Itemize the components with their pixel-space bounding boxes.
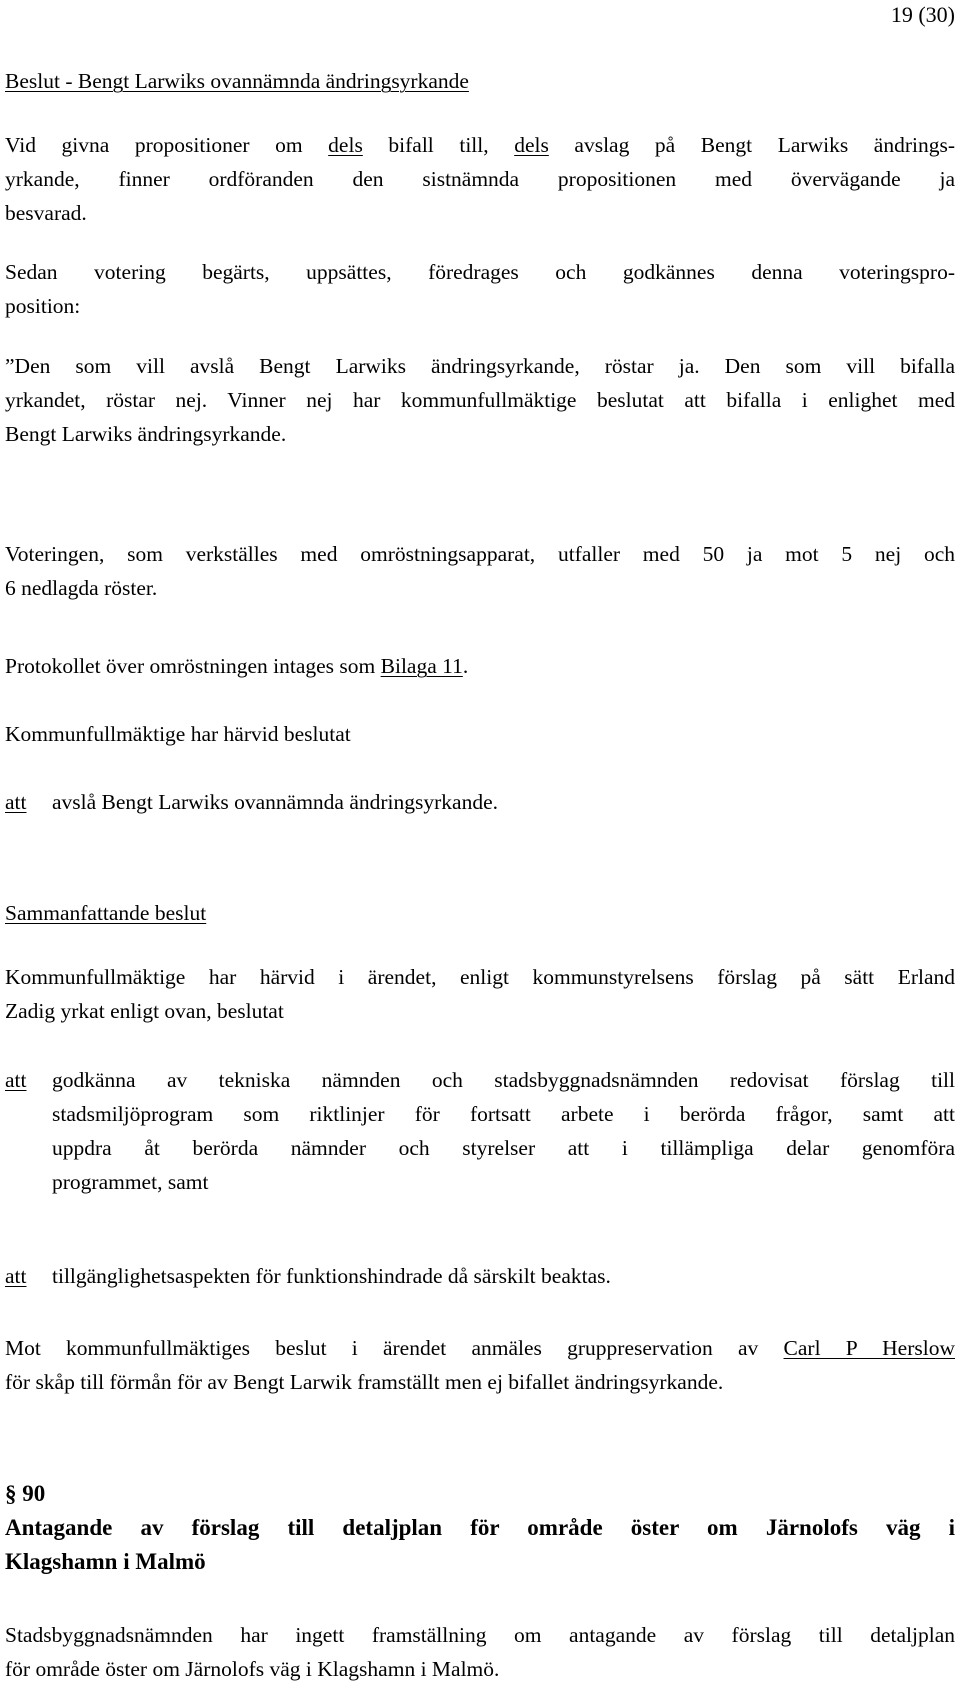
att-label: att <box>5 1068 27 1092</box>
paragraph-sammanfattande-beslut <box>5 960 955 1028</box>
att-label: att <box>5 1264 27 1288</box>
emphasis-dels: dels <box>514 133 549 157</box>
paragraph-propositioner <box>5 128 955 230</box>
text-line: programmet, samt <box>52 1170 209 1194</box>
text-line: Kommunfullmäktige har härvid i ärendet, enligt kommunstyrelsens förslag på sätt Erland <box>5 965 955 989</box>
text-line: ”Den som vill avslå Bengt Larwiks ändringsyrkande, röstar ja. Den som vill bifalla <box>5 354 955 378</box>
text-line: godkänna av tekniska nämnden och stadsbyggnadsnämnden redovisat förslag till <box>52 1068 955 1092</box>
text-line: Zadig yrkat enligt ovan, beslutat <box>5 999 284 1023</box>
reservant-name: Carl P Herslow <box>783 1336 955 1360</box>
decision-text: tillgänglighetsaspekten för funktionshindrade då särskilt beaktas. <box>52 1264 611 1288</box>
paragraph-gruppreservation <box>5 1331 955 1399</box>
bilaga-11-link[interactable]: Bilaga 11 <box>380 654 463 678</box>
text-line: Antagande av förslag till detaljplan för område öster om Järnolofs väg i <box>5 1515 955 1540</box>
paragraph-voteringen-resultat <box>5 537 955 605</box>
text-line: Klagshamn i Malmö <box>5 1549 206 1574</box>
section-heading-sammanfattande: Sammanfattande beslut <box>5 901 207 925</box>
paragraph-voteringsproposition <box>5 349 955 451</box>
decision-text: avslå Bengt Larwiks ovannämnda ändringsyrkande. <box>52 790 498 814</box>
paragraph-protokollet: Protokollet över omröstningen intages som Bilaga 11. <box>5 654 469 678</box>
text-line: stadsmiljöprogram som riktlinjer för fortsatt arbete i berörda frågor, samt att <box>52 1102 955 1126</box>
text-line: Stadsbyggnadsnämnden har ingett framställning om antagande av förslag till detaljplan <box>5 1623 955 1647</box>
paragraph-stadsbyggnadsnamnden <box>5 1618 955 1686</box>
text-line: Voteringen, som verkställes med omröstningsapparat, utfaller med 50 ja mot 5 nej och <box>5 542 955 566</box>
paragraph-har-beslutat: Kommunfullmäktige har härvid beslutat <box>5 722 351 746</box>
text-line: Mot kommunfullmäktiges beslut i ärendet anmäles gruppreservation av Carl P Herslow <box>5 1336 955 1360</box>
att-label: att <box>5 790 27 814</box>
decision-text <box>52 1063 955 1199</box>
decision-att-tillganglighet <box>0 1259 960 1293</box>
text-line: Vid givna propositioner om dels bifall till, dels avslag på Bengt Larwiks ändrings- <box>5 133 955 157</box>
section-heading-beslut: Beslut - Bengt Larwiks ovannämnda ändringsyrkande <box>5 69 469 93</box>
text-line: uppdra åt berörda nämnder och styrelser att i tillämpliga delar genomföra <box>52 1136 955 1160</box>
text-line: 6 nedlagda röster. <box>5 576 158 600</box>
text-line: yrkande, finner ordföranden den sistnämnda propositionen med övervägande ja <box>5 167 955 191</box>
text-line: Bengt Larwiks ändringsyrkande. <box>5 422 287 446</box>
text-line: yrkandet, röstar nej. Vinner nej har kommunfullmäktige beslutat att bifalla i enlighet med <box>5 388 955 412</box>
paragraph-votering-begarts <box>5 255 955 323</box>
decision-att <box>0 785 960 819</box>
text-line: position: <box>5 294 81 318</box>
section-title <box>5 1511 955 1579</box>
page-number: 19 (30) <box>890 2 955 27</box>
text-line: för område öster om Järnolofs väg i Klagshamn i Malmö. <box>5 1657 500 1681</box>
section-number: § 90 <box>5 1481 46 1506</box>
text-line: Sedan votering begärts, uppsättes, föredrages och godkännes denna voteringspro- <box>5 260 955 284</box>
text-line: besvarad. <box>5 201 87 225</box>
decision-att-godkanna <box>0 1063 960 1199</box>
emphasis-dels: dels <box>328 133 363 157</box>
text-line: för skåp till förmån för av Bengt Larwik framställt men ej bifallet ändringsyrkande. <box>5 1370 724 1394</box>
